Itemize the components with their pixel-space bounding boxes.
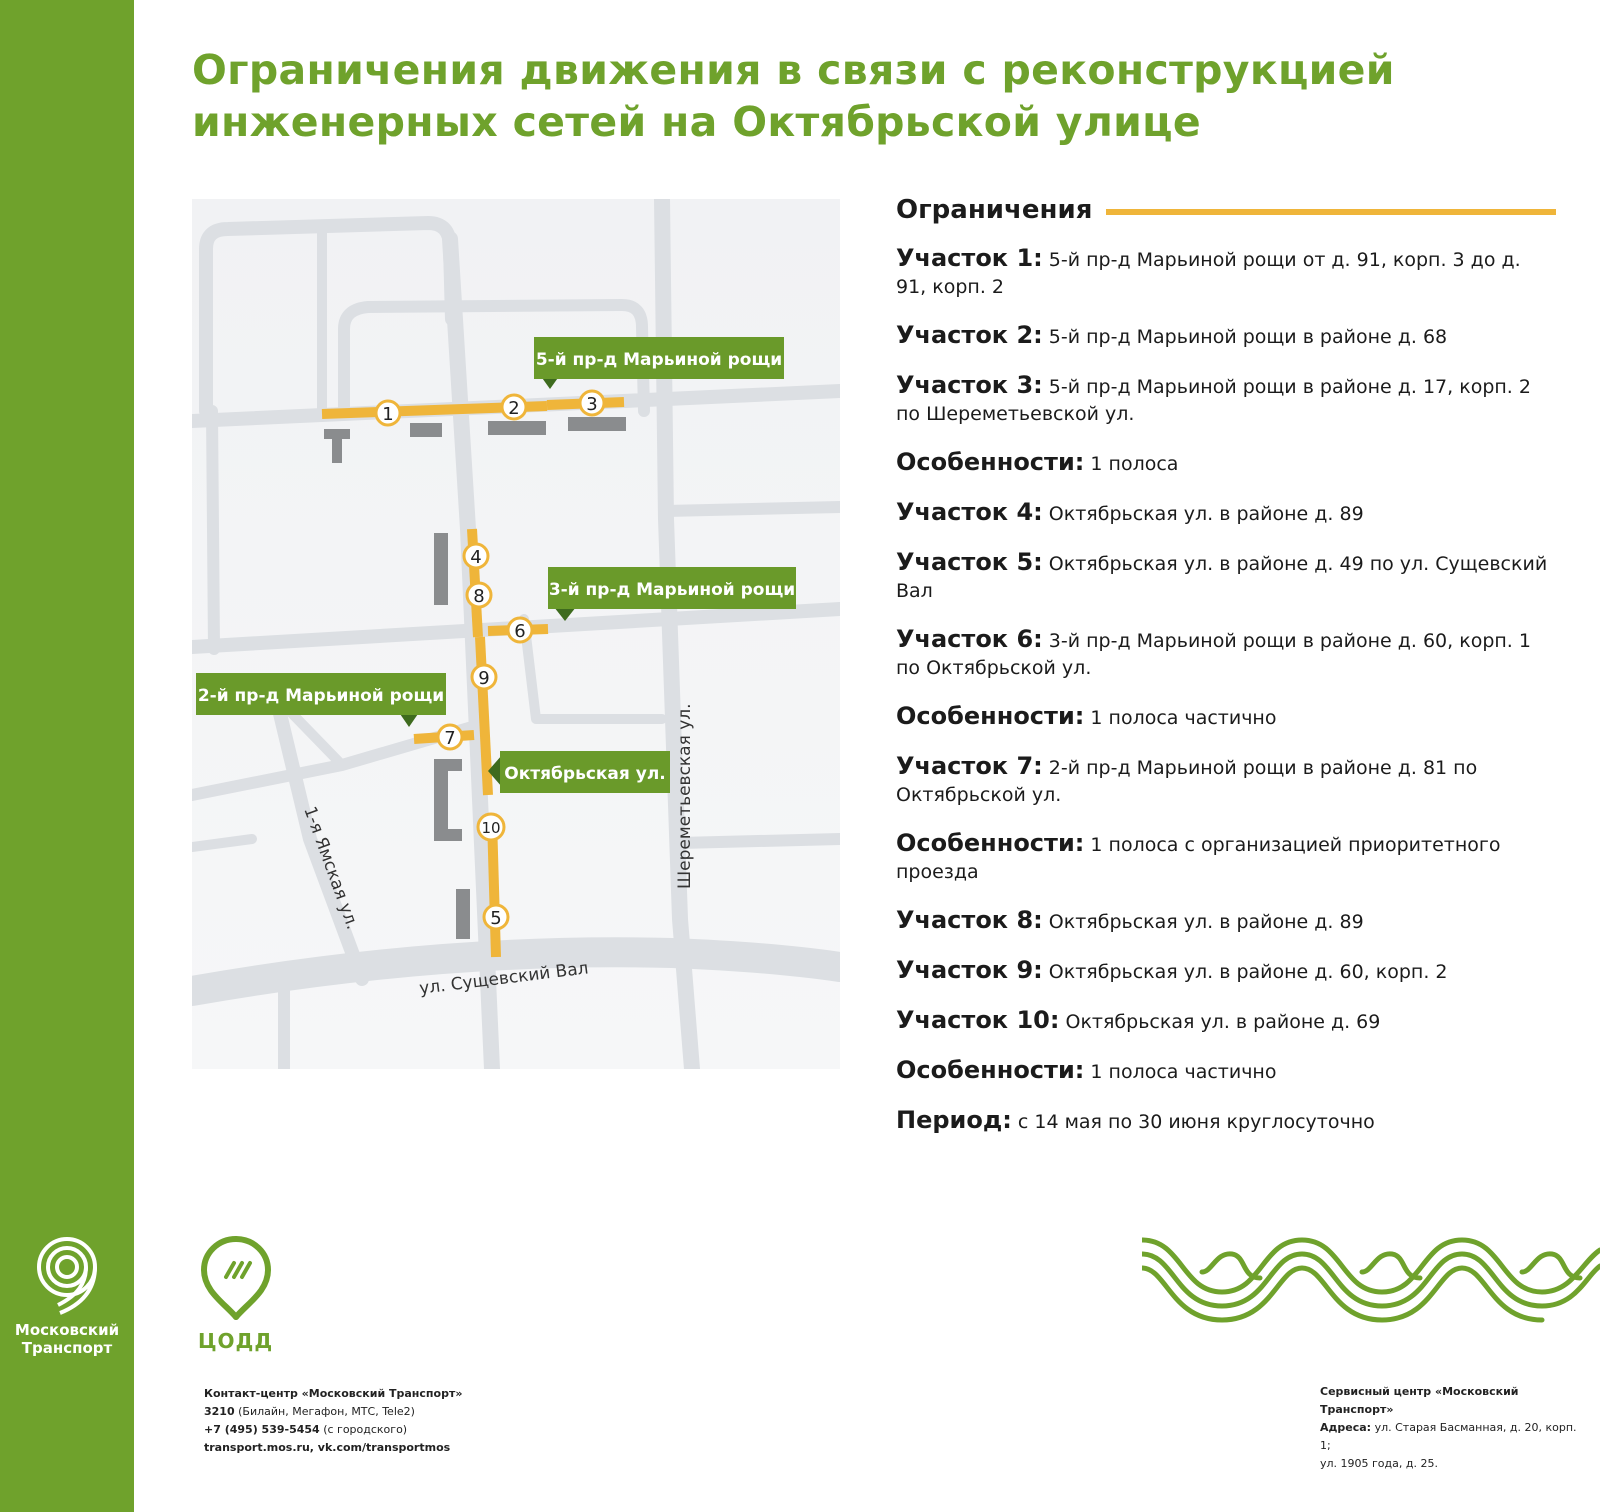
restriction-label: Особенности: bbox=[896, 448, 1085, 476]
codd-name: ЦОДД bbox=[198, 1329, 274, 1353]
page-title: Ограничения движения в связи с реконструкцией инженерных сетей на Октябрьской улице bbox=[192, 46, 1395, 146]
service-center-info bbox=[1320, 1383, 1590, 1473]
restriction-text: 2-й пр-д Марьиной рощи в районе д. 81 по Октябрьской ул. bbox=[896, 757, 1478, 806]
restriction-label: Участок 9: bbox=[896, 956, 1043, 984]
restriction-text: Октябрьская ул. в районе д. 89 bbox=[1048, 911, 1364, 933]
restriction-text: Октябрьская ул. в районе д. 89 bbox=[1048, 503, 1364, 525]
metro-nine-icon bbox=[30, 1235, 104, 1315]
restriction-label: Участок 5: bbox=[896, 548, 1043, 576]
segment-marker-8 bbox=[467, 583, 491, 607]
restriction-label: Участок 3: bbox=[896, 371, 1043, 399]
restriction-label: Период: bbox=[896, 1106, 1012, 1134]
restriction-text: 3-й пр-д Марьиной рощи в районе д. 60, корп. 1 по Октябрьской ул. bbox=[896, 630, 1531, 679]
svg-text:7: 7 bbox=[444, 728, 456, 749]
restriction-text: Октябрьская ул. в районе д. 60, корп. 2 bbox=[1048, 961, 1448, 983]
svg-text:5: 5 bbox=[490, 908, 502, 929]
street-yamskaya: 1-я Ямская ул. bbox=[299, 803, 363, 933]
callout-oktyabrskaya-text: Октябрьская ул. bbox=[504, 764, 666, 784]
restriction-text: 1 полоса частично bbox=[1090, 707, 1277, 729]
restriction-text: 1 полоса частично bbox=[1090, 1061, 1277, 1083]
restriction-item bbox=[896, 322, 1556, 351]
service-address-2: ул. 1905 года, д. 25. bbox=[1320, 1457, 1438, 1470]
street-sheremetyevskaya: Шереметьевская ул. bbox=[675, 703, 695, 889]
restriction-text: 5-й пр-д Марьиной рощи от д. 91, корп. 3 до д. 91, корп. 2 bbox=[896, 249, 1521, 298]
segment-marker-9 bbox=[472, 665, 496, 689]
segment-marker-1 bbox=[376, 401, 400, 425]
restriction-label: Участок 6: bbox=[896, 625, 1043, 653]
restriction-text: 5-й пр-д Марьиной рощи в районе д. 17, корп. 2 по Шереметьевской ул. bbox=[896, 376, 1531, 425]
service-address: Адреса: ул. Старая Басманная, д. 20, корп. 1; bbox=[1320, 1421, 1577, 1452]
contact-websites: transport.mos.ru, vk.com/transportmos bbox=[204, 1441, 451, 1454]
segment-marker-3 bbox=[580, 391, 604, 415]
restriction-text: 1 полоса с организацией приоритетного проезда bbox=[896, 834, 1501, 883]
restriction-label: Особенности: bbox=[896, 702, 1085, 730]
restriction-item bbox=[896, 753, 1556, 809]
restriction-item bbox=[896, 549, 1556, 605]
moscow-transport-logo bbox=[14, 1235, 120, 1357]
restriction-item bbox=[896, 245, 1556, 301]
svg-text:9: 9 bbox=[478, 668, 490, 689]
restriction-label: Участок 2: bbox=[896, 321, 1043, 349]
restriction-item bbox=[896, 626, 1556, 682]
restrictions-heading-text: Ограничения bbox=[896, 195, 1093, 225]
segment-marker-6 bbox=[508, 618, 532, 642]
brand-sidebar bbox=[0, 0, 134, 1512]
contact-title: Контакт-центр «Московский Транспорт» bbox=[204, 1387, 463, 1400]
restriction-map bbox=[192, 199, 840, 1069]
codd-logo bbox=[198, 1233, 288, 1353]
svg-text:3: 3 bbox=[586, 394, 598, 415]
callout-3rd-passage-text: 3-й пр-д Марьиной рощи bbox=[548, 580, 796, 600]
restriction-label: Участок 8: bbox=[896, 906, 1043, 934]
contact-short-number: 3210 (Билайн, Мегафон, МТС, Tele2) bbox=[204, 1405, 415, 1418]
restriction-label: Участок 4: bbox=[896, 498, 1043, 526]
svg-text:1: 1 bbox=[382, 404, 394, 425]
restriction-text: Октябрьская ул. в районе д. 49 по ул. Сущевский Вал bbox=[896, 553, 1548, 602]
restriction-item bbox=[896, 957, 1556, 986]
callout-5th-passage-text: 5-й пр-д Марьиной рощи bbox=[535, 350, 783, 370]
restriction-text: 5-й пр-д Марьиной рощи в районе д. 68 bbox=[1048, 326, 1448, 348]
restriction-item bbox=[896, 1057, 1556, 1086]
restriction-label: Участок 10: bbox=[896, 1006, 1060, 1034]
restrictions-panel bbox=[896, 195, 1556, 1157]
heading-divider bbox=[1106, 209, 1556, 215]
restrictions-heading bbox=[896, 195, 1556, 225]
restriction-item bbox=[896, 372, 1556, 428]
restriction-label: Особенности: bbox=[896, 829, 1085, 857]
segment-marker-5 bbox=[484, 905, 508, 929]
restriction-label: Участок 7: bbox=[896, 752, 1043, 780]
restriction-item bbox=[896, 1007, 1556, 1036]
restriction-text: Октябрьская ул. в районе д. 69 bbox=[1065, 1011, 1381, 1033]
segment-marker-10 bbox=[478, 814, 504, 840]
restrictions-list bbox=[896, 245, 1556, 1136]
svg-text:8: 8 bbox=[473, 586, 485, 607]
svg-text:10: 10 bbox=[481, 819, 501, 837]
svg-text:4: 4 bbox=[470, 547, 482, 568]
segment-marker-7 bbox=[438, 725, 462, 749]
segment-marker-2 bbox=[502, 395, 526, 419]
codd-pin-icon bbox=[198, 1233, 274, 1321]
service-title: Сервисный центр «Московский Транспорт» bbox=[1320, 1385, 1519, 1416]
segment-marker-4 bbox=[464, 544, 488, 568]
restriction-label: Участок 1: bbox=[896, 244, 1043, 272]
svg-text:2: 2 bbox=[508, 398, 520, 419]
moscow-transport-name: Московский Транспорт bbox=[14, 1321, 120, 1357]
contact-center-info bbox=[204, 1385, 462, 1457]
callout-2nd-passage-text: 2-й пр-д Марьиной рощи bbox=[197, 686, 445, 706]
restriction-item bbox=[896, 907, 1556, 936]
contact-phone: +7 (495) 539-5454 (с городского) bbox=[204, 1423, 408, 1436]
restriction-item bbox=[896, 1107, 1556, 1136]
restriction-item bbox=[896, 703, 1556, 732]
restriction-item bbox=[896, 449, 1556, 478]
restriction-item bbox=[896, 499, 1556, 528]
svg-text:6: 6 bbox=[514, 621, 526, 642]
restriction-item bbox=[896, 830, 1556, 886]
street-sushchevsky-val: ул. Сущевский Вал bbox=[418, 958, 590, 999]
restriction-text: 1 полоса bbox=[1090, 453, 1179, 475]
restriction-text: с 14 мая по 30 июня круглосуточно bbox=[1017, 1111, 1375, 1133]
decorative-wave-pattern bbox=[1142, 1232, 1600, 1328]
restriction-label: Особенности: bbox=[896, 1056, 1085, 1084]
